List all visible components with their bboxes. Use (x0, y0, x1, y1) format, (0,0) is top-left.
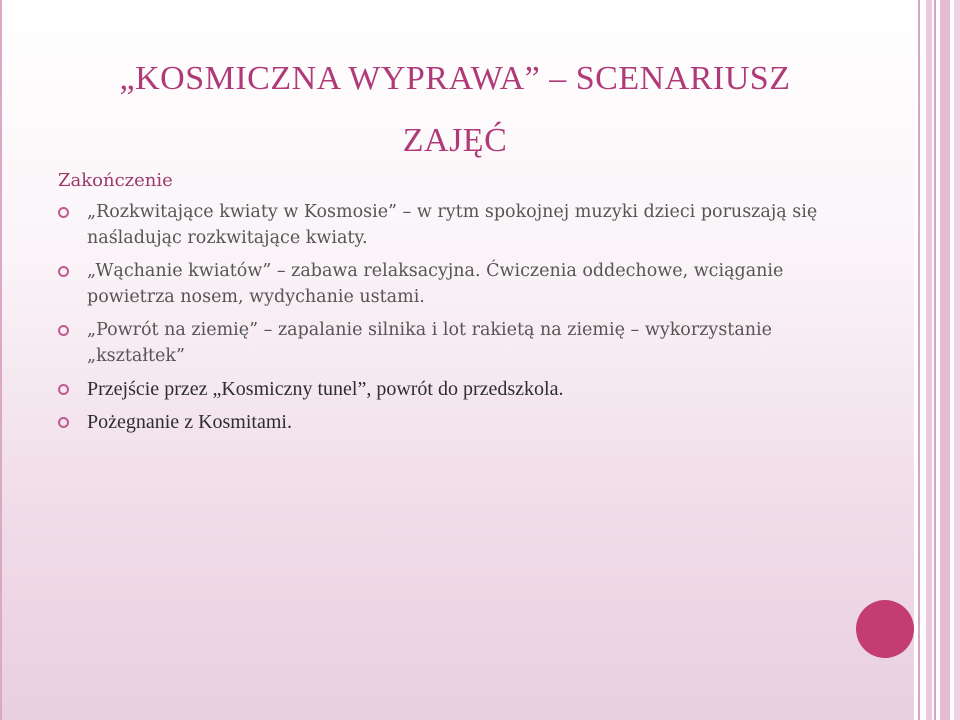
left-border (0, 0, 2, 720)
section-subtitle: Zakończenie (58, 170, 173, 191)
bullet-circle-icon (58, 207, 69, 218)
slide-content (58, 170, 818, 442)
list-item-text: Pożegnanie z Kosmitami. (87, 411, 292, 433)
frame-stripe (940, 0, 950, 720)
list-item (58, 258, 818, 310)
bullet-circle-icon (58, 384, 69, 395)
frame-stripe (934, 0, 936, 720)
slide-title-line-2: ZAJĘĆ (402, 122, 508, 159)
slide-title-line-1: „KOSMICZNA WYPRAWA” – SCENARIUSZ (119, 60, 791, 97)
right-decorative-frame (914, 0, 960, 720)
list-item (58, 376, 818, 402)
frame-stripe (954, 0, 960, 720)
list-item (58, 199, 818, 251)
list-item-text: „Powrót na ziemię” – zapalanie silnika i lot rakietą na ziemię – wykorzystanie „kształtek” (87, 320, 772, 366)
bullet-circle-icon (58, 417, 69, 428)
list-item-text: „Wąchanie kwiatów” – zabawa relaksacyjna. Ćwiczenia oddechowe, wciąganie powietrza nosem, wydychanie ustami. (87, 261, 784, 307)
list-item (58, 409, 818, 435)
list-item-text: Przejście przez „Kosmiczny tunel”, powrót do przedszkola. (87, 378, 564, 400)
frame-stripe (926, 0, 932, 720)
bullet-list (58, 199, 818, 435)
decorative-circle (856, 600, 914, 658)
frame-stripe (918, 0, 920, 720)
list-item (58, 317, 818, 369)
slide-title (70, 48, 840, 172)
list-item-text: „Rozkwitające kwiaty w Kosmosie” – w rytm spokojnej muzyki dzieci poruszają się naśladując rozkwitające kwiaty. (87, 202, 818, 248)
bullet-circle-icon (58, 266, 69, 277)
bullet-circle-icon (58, 325, 69, 336)
